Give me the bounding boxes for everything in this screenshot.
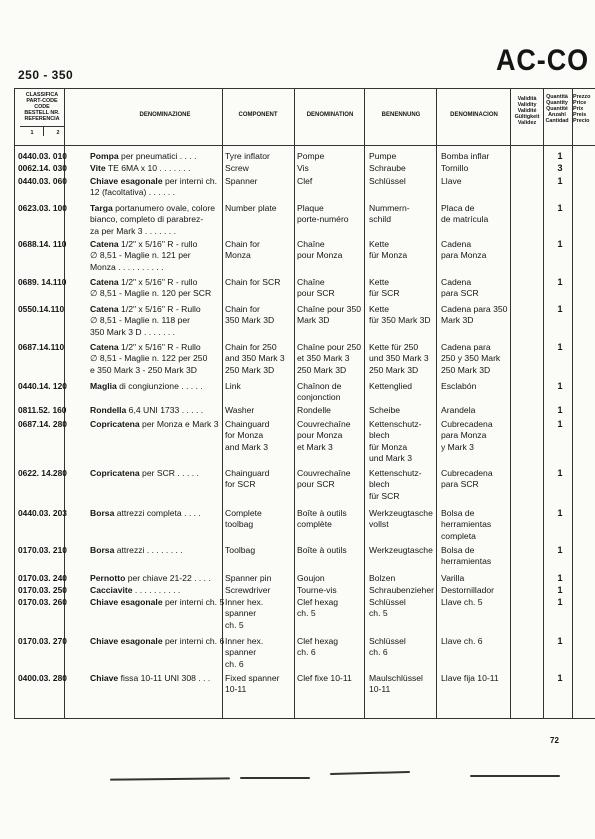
cell-code: 0170.03. 260	[18, 597, 67, 607]
grid-line	[43, 126, 44, 136]
cell-code: 0170.03. 270	[18, 636, 67, 646]
header-col-mark-1: 1	[30, 130, 34, 136]
cell-it-keyword: Chiave	[90, 673, 119, 683]
cell-it-rest: TE 6MA x 10 . . . . . . .	[105, 163, 191, 173]
cell-it	[90, 151, 197, 162]
cell-es: herramientas	[441, 519, 492, 530]
cell-en: ch. 5	[225, 619, 244, 630]
header-line: Anzahl	[548, 112, 566, 118]
cell-it-rest: fissa 10-11 UNI 308 . . .	[118, 673, 211, 683]
header-line: Validity	[517, 102, 537, 108]
header-col-mark-2: 2	[56, 130, 60, 136]
grid-line	[294, 88, 295, 718]
header-line: Quantità	[546, 94, 568, 100]
cell-en: Inner hex.	[225, 636, 264, 646]
cell-code: 0440.03. 060	[18, 176, 67, 186]
cell-fr: Plaque	[297, 203, 324, 213]
cell-quantity: 1	[557, 342, 563, 352]
cell-it-rest: per Monza e Mark 3	[139, 419, 219, 429]
cell-de: und Mark 3	[369, 453, 412, 464]
cell-it-rest: 1/2" x 5/16" R - rullo	[118, 239, 198, 249]
cell-it	[90, 405, 203, 416]
cell-it: 12 (facoltativa) . . . . . .	[90, 187, 176, 198]
cell-it-keyword: Pompa	[90, 151, 119, 161]
cell-fr: pour Monza	[297, 250, 343, 261]
cell-quantity: 1	[557, 585, 563, 595]
cell-en: Inner hex.	[225, 597, 264, 607]
cell-code: 0623.03. 100	[18, 203, 67, 213]
cell-es: Mark 3D	[441, 315, 474, 326]
header-quantity	[544, 94, 570, 124]
cell-es: Llave ch. 6	[441, 636, 483, 646]
cell-fr: et Mark 3	[297, 441, 333, 452]
cell-de: für Monza	[369, 250, 408, 261]
cell-quantity: 1	[557, 304, 563, 314]
cell-es: Cadena	[441, 277, 472, 287]
cell-code: 0400.03. 280	[18, 673, 67, 683]
cell-es: Varilla	[441, 573, 465, 583]
cell-en: Chain for	[225, 239, 260, 249]
cell-fr: Chaîne pour 250	[297, 342, 362, 352]
cell-de: für SCR	[369, 490, 400, 501]
cell-en: Chainguard	[225, 468, 270, 478]
cell-it-rest: per pneumatici . . . .	[118, 151, 197, 161]
cell-en: toolbag	[225, 519, 254, 530]
header-line: Price	[573, 100, 587, 106]
header-it: DENOMINAZIONE	[139, 112, 191, 118]
header-line: Quantity	[546, 100, 568, 106]
cell-en: Washer	[225, 405, 255, 415]
cell-es: Arandela	[441, 405, 476, 415]
cell-es: Bolsa de	[441, 508, 475, 518]
cell-code: 0550.14.110	[18, 304, 65, 314]
cell-it-keyword: Cacciavite	[90, 585, 133, 595]
cell-it-keyword: Pernotto	[90, 573, 126, 583]
cell-fr: Chaîne	[297, 239, 325, 249]
cell-fr: Couvrechaîne	[297, 419, 351, 429]
header-line: Quantité	[546, 106, 568, 112]
cell-es: Bolsa de	[441, 545, 475, 555]
cell-it	[90, 203, 215, 214]
cell-fr: ch. 6	[297, 647, 316, 658]
cell-de: Kette für 250	[369, 342, 419, 352]
cell-it	[90, 508, 201, 519]
cell-de: blech	[369, 479, 390, 490]
cell-en: Chain for	[225, 304, 260, 314]
header-line: Cantidad	[545, 118, 569, 124]
cell-quantity: 1	[557, 277, 563, 287]
cell-de: Schlüssel	[369, 636, 406, 646]
cell-it-rest: 1/2" x 5/16" R - Rullo	[118, 342, 201, 352]
cell-es: Cadena	[441, 239, 472, 249]
cell-en: Chain for SCR	[225, 277, 281, 287]
cell-it: e 350 Mark 3 - 250 Mark 3D	[90, 364, 197, 375]
cell-de: für SCR	[369, 288, 400, 299]
cell-fr: pour Monza	[297, 430, 343, 441]
grid-line	[543, 88, 544, 718]
cell-it-keyword: Copricatena	[90, 419, 140, 429]
cell-it	[90, 342, 201, 353]
cell-es: Destornillador	[441, 585, 495, 595]
cell-it	[90, 419, 218, 430]
cell-en: Toolbag	[225, 545, 256, 555]
header-line: Prezzo	[573, 94, 591, 100]
cell-it: ∅ 8,51 - Maglie n. 120 per SCR	[90, 288, 212, 299]
cell-it	[90, 468, 199, 479]
cell-en: 10-11	[225, 684, 247, 695]
cell-en: Spanner	[225, 176, 258, 186]
cell-de: Kette	[369, 304, 390, 314]
grid-line	[510, 88, 511, 718]
cell-fr: pour SCR	[297, 288, 335, 299]
cell-code: 0062.14. 030	[18, 163, 67, 173]
cell-quantity: 1	[557, 381, 563, 391]
grid-line	[14, 88, 595, 89]
cell-de: und 350 Mark 3	[369, 353, 429, 364]
header-line: Validité	[517, 108, 537, 114]
cell-en: for SCR	[225, 479, 256, 490]
cell-de: Schraubenzieher	[369, 585, 434, 595]
cell-de: ch. 6	[369, 647, 388, 658]
cell-quantity: 1	[557, 419, 563, 429]
cell-es: Cubrecadena	[441, 468, 493, 478]
cell-de: für 350 Mark 3D	[369, 315, 431, 326]
cell-fr: 250 Mark 3D	[297, 364, 347, 375]
cell-it-keyword: Targa	[90, 203, 113, 213]
header-price	[573, 94, 595, 124]
cell-de: Pumpe	[369, 151, 397, 161]
cell-it-rest: per chiave 21-22 . . . .	[125, 573, 211, 583]
cell-quantity: 1	[557, 176, 563, 186]
cell-it: za per Mark 3 . . . . . . .	[90, 225, 176, 236]
sheet-id: AC-CO	[495, 44, 589, 77]
cell-it-rest: 1/2" x 5/16" R - Rullo	[118, 304, 201, 314]
grid-line	[572, 88, 573, 718]
scan-mark	[330, 771, 410, 775]
cell-quantity: 1	[557, 405, 563, 415]
cell-quantity: 1	[557, 597, 563, 607]
cell-it	[90, 585, 180, 596]
cell-it	[90, 176, 217, 187]
scan-mark	[110, 777, 230, 780]
cell-de: Kettenschutz-	[369, 419, 422, 429]
cell-de: ch. 5	[369, 608, 388, 619]
cell-it-keyword: Chiave esagonale	[90, 176, 163, 186]
cell-de: Werkzeugtasche	[369, 545, 433, 555]
cell-es: para SCR	[441, 288, 479, 299]
cell-it-rest: portanumero ovale, colore	[112, 203, 215, 213]
cell-it: Monza . . . . . . . . . .	[90, 261, 164, 272]
cell-en: Number plate	[225, 203, 277, 213]
cell-fr: pour SCR	[297, 479, 335, 490]
cell-it-rest: per SCR . . . . .	[139, 468, 199, 478]
cell-es: para Monza	[441, 430, 487, 441]
header-line: PART-CODE	[26, 98, 58, 104]
cell-fr: Chaîne pour 350	[297, 304, 362, 314]
cell-en: Monza	[225, 250, 251, 261]
cell-it	[90, 163, 190, 174]
grid-line	[14, 718, 595, 719]
scan-mark	[240, 777, 310, 779]
cell-quantity: 1	[557, 203, 563, 213]
cell-code: 0170.03. 250	[18, 585, 67, 595]
cell-es: Bomba inflar	[441, 151, 490, 161]
header-line: CODE	[34, 104, 50, 110]
cell-it: ∅ 8,51 - Maglie n. 121 per	[90, 250, 191, 261]
cell-es: Placa de	[441, 203, 475, 213]
cell-it: bianco, completo di parabrez-	[90, 214, 204, 225]
cell-it: ∅ 8,51 - Maglie n. 122 per 250	[90, 353, 208, 364]
header-line: REFERENCIA	[24, 116, 60, 122]
cell-en: ch. 6	[225, 658, 244, 669]
cell-de: blech	[369, 430, 390, 441]
cell-code: 0440.03. 203	[18, 508, 67, 518]
cell-de: Schlüssel	[369, 597, 406, 607]
cell-en: spanner	[225, 608, 257, 619]
cell-de: Kette	[369, 239, 390, 249]
cell-fr: Clef hexag	[297, 597, 339, 607]
cell-it-rest: per interni ch. 5	[162, 597, 225, 607]
cell-en: spanner	[225, 647, 257, 658]
cell-it-rest: per interni ch. 6	[162, 636, 225, 646]
cell-fr: Goujon	[297, 573, 325, 583]
cell-code: 0688.14. 110	[18, 239, 67, 249]
cell-it-rest: . . . . . . . . . .	[132, 585, 181, 595]
scan-mark	[470, 775, 560, 777]
cell-en: Chain for 250	[225, 342, 277, 352]
cell-it-rest: per interni ch.	[162, 176, 218, 186]
cell-it-keyword: Copricatena	[90, 468, 140, 478]
cell-de: vollst	[369, 519, 389, 530]
cell-code: 0689. 14.110	[18, 277, 67, 287]
cell-de: Kettenglied	[369, 381, 413, 391]
cell-it-keyword: Chiave esagonale	[90, 597, 163, 607]
cell-it	[90, 381, 203, 392]
cell-code: 0811.52. 160	[18, 405, 67, 415]
cell-it-keyword: Maglia	[90, 381, 117, 391]
header-classifica	[20, 92, 64, 122]
cell-fr: Rondelle	[297, 405, 331, 415]
cell-es: 250 y 350 Mark	[441, 353, 501, 364]
cell-fr: Tourne-vis	[297, 585, 337, 595]
header-line: Validità	[517, 96, 537, 102]
cell-en: Link	[225, 381, 241, 391]
cell-quantity: 3	[557, 163, 563, 173]
header-line: Preis	[573, 112, 587, 118]
cell-code: 0170.03. 240	[18, 573, 67, 583]
cell-it-keyword: Catena	[90, 342, 119, 352]
cell-it	[90, 573, 211, 584]
cell-fr: Clef	[297, 176, 313, 186]
cell-de: 10-11	[369, 684, 391, 695]
grid-line	[436, 88, 437, 718]
cell-de: Nummern-	[369, 203, 410, 213]
cell-en: Complete	[225, 508, 262, 518]
cell-it	[90, 304, 201, 315]
cell-code: 0687.14.110	[18, 342, 65, 352]
cell-quantity: 1	[557, 545, 563, 555]
cell-it-keyword: Borsa	[90, 508, 115, 518]
cell-fr: Chaîne	[297, 277, 325, 287]
grid-line	[14, 88, 15, 718]
cell-de: Kette	[369, 277, 390, 287]
cell-it-keyword: Catena	[90, 239, 119, 249]
cell-en: Chainguard	[225, 419, 270, 429]
cell-de: Werkzeugtasche	[369, 508, 433, 518]
header-de: BENENNUNG	[381, 112, 421, 118]
model-label: 250 - 350	[18, 68, 74, 82]
cell-quantity: 1	[557, 573, 563, 583]
cell-es: Cadena para 350	[441, 304, 508, 314]
cell-fr: Couvrechaîne	[297, 468, 351, 478]
cell-en: Screwdriver	[225, 585, 271, 595]
cell-it: ∅ 8,51 - Maglie n. 118 per	[90, 315, 191, 326]
cell-it	[90, 636, 224, 647]
cell-code: 0622. 14.280	[18, 468, 67, 478]
cell-fr: porte-numéro	[297, 214, 349, 225]
cell-es: y Mark 3	[441, 441, 474, 452]
cell-fr: Chaînon de	[297, 381, 342, 391]
cell-code: 0687.14. 280	[18, 419, 67, 429]
cell-fr: Pompe	[297, 151, 325, 161]
cell-it-rest: attrezzi . . . . . . . .	[114, 545, 183, 555]
cell-en: 350 Mark 3D	[225, 315, 275, 326]
cell-en: Fixed spanner	[225, 673, 280, 683]
header-line: Gültigkeit	[514, 114, 540, 120]
header-en: COMPONENT	[238, 112, 278, 118]
cell-en: Screw	[225, 163, 249, 173]
cell-fr: Clef fixe 10-11	[297, 673, 352, 683]
cell-it	[90, 277, 197, 288]
cell-it	[90, 239, 197, 250]
cell-de: für Monza	[369, 441, 408, 452]
cell-fr: ch. 5	[297, 608, 316, 619]
cell-es: Llave fija 10-11	[441, 673, 499, 683]
cell-it	[90, 673, 210, 684]
cell-es: de matrícula	[441, 214, 489, 225]
cell-de: Maulschlüssel	[369, 673, 423, 683]
cell-fr: Clef hexag	[297, 636, 339, 646]
header-fr: DENOMINATION	[306, 112, 354, 118]
cell-de: Schraube	[369, 163, 406, 173]
cell-de: Scheibe	[369, 405, 401, 415]
cell-fr: Boîte à outils	[297, 545, 347, 555]
cell-it-keyword: Borsa	[90, 545, 115, 555]
cell-quantity: 1	[557, 636, 563, 646]
cell-it-keyword: Chiave esagonale	[90, 636, 163, 646]
header-es: DENOMINACION	[450, 112, 498, 118]
cell-it: 350 Mark 3 D . . . . . . .	[90, 326, 176, 337]
cell-code: 0440.14. 120	[18, 381, 67, 391]
grid-line	[20, 126, 64, 127]
cell-en: Spanner pin	[225, 573, 272, 583]
cell-en: 250 Mark 3D	[225, 364, 275, 375]
cell-es: Cadena para	[441, 342, 491, 352]
cell-es: completa	[441, 530, 476, 541]
cell-it-rest: 6,4 UNI 1733 . . . . .	[126, 405, 204, 415]
cell-code: 0440.03. 010	[18, 151, 67, 161]
cell-it-rest: attrezzi completa . . . .	[114, 508, 201, 518]
cell-quantity: 1	[557, 151, 563, 161]
cell-fr: conjonction	[297, 392, 341, 403]
cell-it	[90, 545, 183, 556]
cell-es: Llave ch. 5	[441, 597, 483, 607]
cell-it-keyword: Catena	[90, 277, 119, 287]
cell-fr: complète	[297, 519, 332, 530]
header-line: Validez	[517, 120, 537, 126]
grid-line	[364, 88, 365, 718]
header-line: CLASSIFICA	[25, 92, 59, 98]
cell-de: 250 Mark 3D	[369, 364, 419, 375]
cell-quantity: 1	[557, 239, 563, 249]
cell-de: schild	[369, 214, 391, 225]
cell-de: Kettenschutz-	[369, 468, 422, 478]
cell-es: Cubrecadena	[441, 419, 493, 429]
cell-quantity: 1	[557, 673, 563, 683]
page-number: 72	[550, 736, 559, 745]
cell-es: herramientas	[441, 556, 492, 567]
cell-fr: Boîte à outils	[297, 508, 347, 518]
header-line: Precio	[573, 118, 590, 124]
cell-en: for Monza	[225, 430, 264, 441]
cell-es: para SCR	[441, 479, 479, 490]
cell-it	[90, 597, 224, 608]
cell-en: and Mark 3	[225, 441, 268, 452]
grid-line	[14, 145, 595, 146]
cell-quantity: 1	[557, 508, 563, 518]
cell-quantity: 1	[557, 468, 563, 478]
cell-de: Schlüssel	[369, 176, 406, 186]
cell-en: and 350 Mark 3	[225, 353, 285, 364]
cell-it-rest: di congiunzione . . . . .	[116, 381, 203, 391]
cell-fr: Mark 3D	[297, 315, 330, 326]
header-line: BESTELL NR.	[24, 110, 60, 116]
cell-it-keyword: Rondella	[90, 405, 127, 415]
cell-es: 250 Mark 3D	[441, 364, 491, 375]
cell-fr: et 350 Mark 3	[297, 353, 350, 364]
cell-es: Tornillo	[441, 163, 469, 173]
cell-fr: Vis	[297, 163, 309, 173]
header-line: Prix	[573, 106, 584, 112]
cell-es: Llave	[441, 176, 462, 186]
cell-it-rest: 1/2" x 5/16" R - rullo	[118, 277, 198, 287]
header-validity	[510, 96, 544, 126]
cell-es: para Monza	[441, 250, 487, 261]
cell-it-keyword: Catena	[90, 304, 119, 314]
cell-de: Bolzen	[369, 573, 396, 583]
cell-it-keyword: Vite	[90, 163, 106, 173]
cell-es: Esclabón	[441, 381, 477, 391]
cell-code: 0170.03. 210	[18, 545, 67, 555]
grid-line	[222, 88, 223, 718]
cell-en: Tyre inflator	[225, 151, 270, 161]
